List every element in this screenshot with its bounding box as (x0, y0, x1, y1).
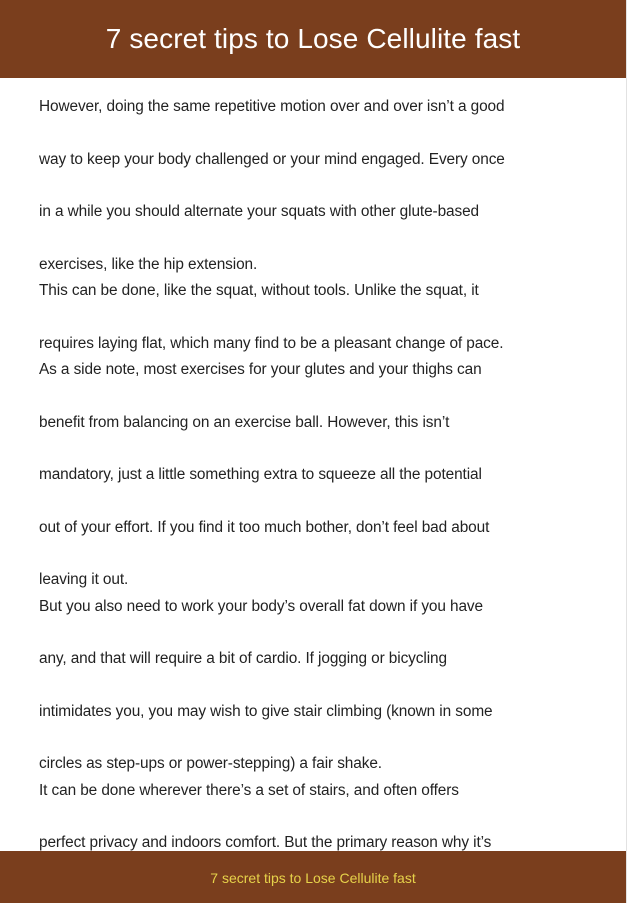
text-line: exercises, like the hip extension. (39, 255, 258, 273)
text-line (39, 541, 599, 567)
text-line: any, and that will require a bit of cardio. If jogging or bicycling (39, 650, 447, 668)
text-line: benefit from balancing on an exercise ball. However, this isn’t (39, 413, 450, 431)
page-header (0, 0, 626, 78)
text-line (39, 804, 599, 830)
text-line (39, 173, 599, 199)
text-line: way to keep your body challenged or your mind engaged. Every once (39, 150, 505, 168)
text-line: out of your effort. If you find it too much bother, don’t feel bad about (39, 518, 490, 536)
text-line (39, 383, 599, 409)
text-line: mandatory, just a little something extra to squeeze all the potential (39, 466, 482, 484)
text-line: in a while you should alternate your squats with other glute-based (39, 203, 479, 221)
text-line: This can be done, like the squat, without tools. Unlike the squat, it (39, 282, 479, 300)
text-line: As a side note, most exercises for your glutes and your thighs can (39, 360, 482, 378)
text-line (39, 488, 599, 514)
page-footer (0, 851, 626, 903)
text-line (39, 120, 599, 146)
page-title: 7 secret tips to Lose Cellulite fast (105, 23, 521, 54)
text-line: It can be done wherever there’s a set of stairs, and often offers (39, 781, 459, 799)
text-line (39, 225, 599, 251)
document-body (39, 94, 599, 857)
text-line (39, 436, 599, 462)
text-line: requires laying flat, which many find to be a pleasant change of pace. (39, 334, 504, 352)
text-line: But you also need to work your body’s overall fat down if you have (39, 597, 483, 615)
page-edge (626, 0, 638, 903)
text-line (39, 620, 599, 646)
text-line: intimidates you, you may wish to give stair climbing (known in some (39, 702, 493, 720)
text-line: However, doing the same repetitive motion over and over isn’t a good (39, 98, 505, 115)
text-line: leaving it out. (39, 571, 129, 589)
text-line (39, 304, 599, 330)
footer-title: 7 secret tips to Lose Cellulite fast (210, 870, 416, 886)
text-line: perfect privacy and indoors comfort. But the primary reason why it’s (39, 834, 492, 852)
text-line (39, 725, 599, 751)
text-line (39, 673, 599, 699)
text-line: circles as step-ups or power-stepping) a fair shake. (39, 755, 382, 773)
